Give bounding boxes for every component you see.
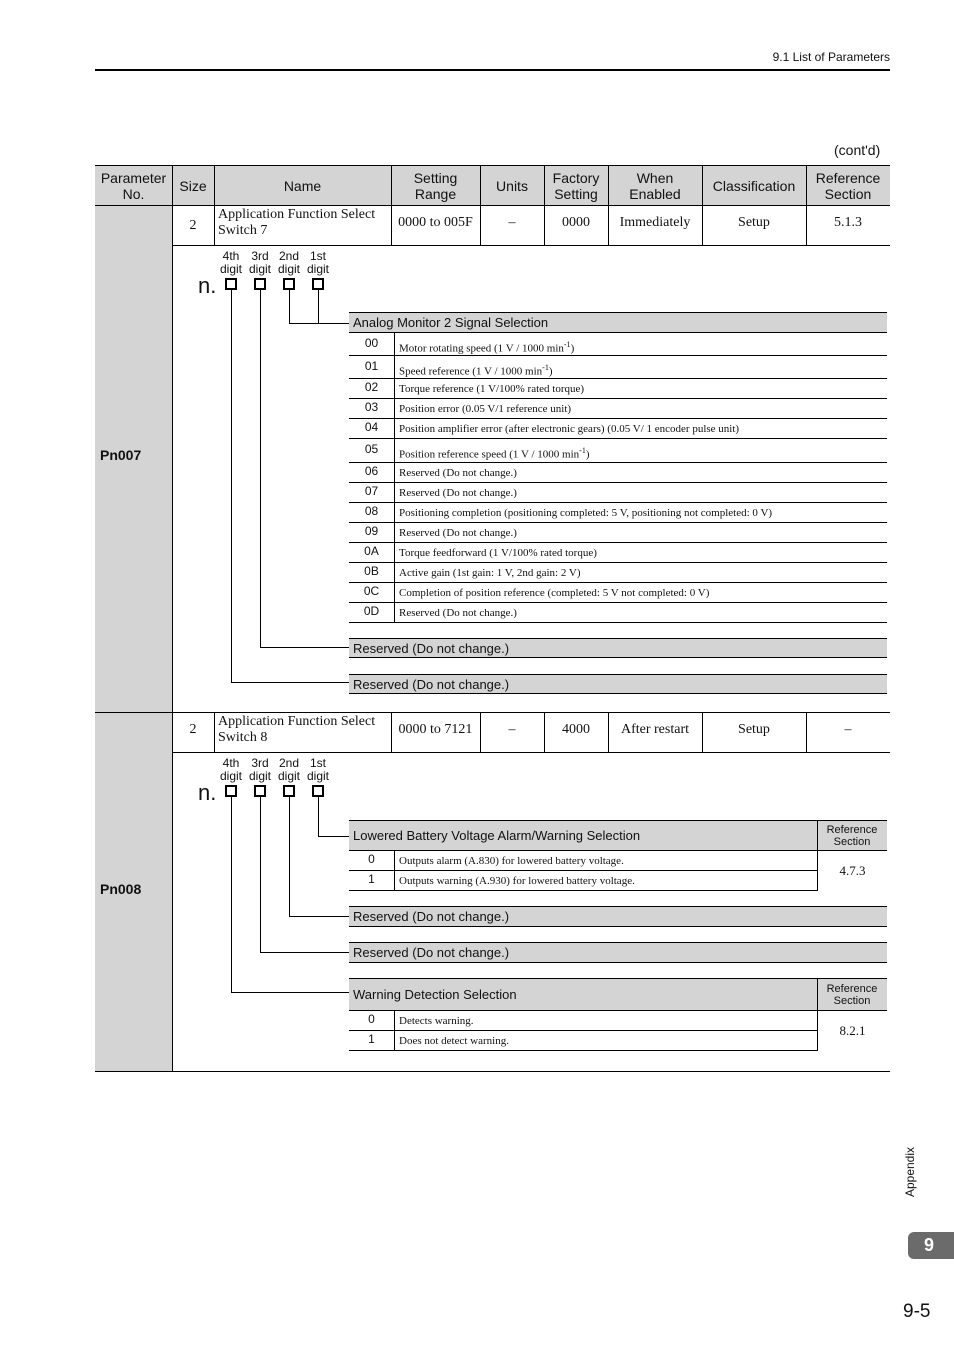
col-units: Units: [496, 177, 528, 194]
connector: [260, 797, 261, 953]
pn008-units: –: [508, 721, 516, 737]
pn007-digit-4th: 4th digit: [219, 249, 242, 276]
setting-description-text: Motor rotating speed (1 V / 1000 min: [399, 342, 564, 355]
pn008-classification: Setup: [738, 721, 770, 737]
pn008-d3-title: Reserved (Do not change.): [349, 942, 887, 963]
col-factory-setting: Factory Setting: [552, 169, 600, 202]
connector: [231, 682, 349, 683]
pn008-n-prefix: n.: [198, 780, 217, 805]
pn008-digit-2nd: 2nd digit: [277, 756, 300, 783]
pn007-d12-title: Analog Monitor 2 Signal Selection: [349, 312, 887, 333]
pn007-classification: Setup: [738, 214, 770, 230]
connector: [318, 836, 349, 837]
setting-row: [349, 483, 887, 503]
setting-description-text: Position reference speed (1 V / 1000 min: [399, 448, 580, 461]
setting-code: 0B: [349, 563, 395, 582]
connector: [260, 647, 349, 648]
setting-description-text: Outputs warning (A.930) for lowered battery voltage.: [399, 875, 635, 887]
setting-row: [349, 583, 887, 603]
setting-code: 00: [349, 333, 395, 355]
setting-row: [349, 399, 887, 419]
setting-code: 04: [349, 419, 395, 438]
param-col-divider: [172, 165, 173, 1071]
setting-row: [349, 503, 887, 523]
digit-box: [225, 278, 237, 290]
setting-description: [399, 851, 624, 870]
connector: [289, 916, 349, 917]
setting-description: [399, 1011, 474, 1030]
setting-description-text: Reserved (Do not change.): [399, 607, 517, 619]
setting-code: 08: [349, 503, 395, 522]
digit-box: [312, 785, 324, 797]
pn007-factory-setting: 0000: [562, 214, 590, 230]
pn008-setting-range: 0000 to 7121: [398, 721, 473, 737]
contd-label: (cont'd): [834, 142, 881, 158]
pn008-factory-setting: 4000: [562, 721, 590, 737]
setting-description-text: Position amplifier error (after electronic gears) (0.05 V/ 1 encoder pulse unit): [399, 423, 740, 435]
setting-row: [349, 379, 887, 399]
appendix-tab-label: Appendix: [903, 1146, 917, 1198]
digit-box: [254, 785, 266, 797]
pn008-d1-title: Lowered Battery Voltage Alarm/Warning Selection: [349, 820, 817, 851]
setting-description-text: Position error (0.05 V/1 reference unit): [399, 403, 572, 415]
setting-description-text: Positioning completion (positioning completed: 5 V, positioning not completed: 0 V): [399, 507, 773, 519]
digit-box: [283, 278, 295, 290]
setting-description-text: Completion of position reference (completed: 5 V not completed: 0 V): [399, 587, 710, 599]
section-header: 9.1 List of Parameters: [772, 50, 890, 64]
setting-row: [349, 851, 817, 871]
connector: [289, 323, 349, 324]
setting-code: 01: [349, 356, 395, 378]
setting-row: [349, 333, 887, 356]
pn007-param-id: Pn007: [100, 447, 142, 463]
setting-description: [399, 603, 517, 622]
connector: [318, 290, 319, 324]
setting-code: 03: [349, 399, 395, 418]
table-bottom-rule: [95, 1071, 890, 1072]
setting-row: [349, 439, 887, 463]
setting-description: [399, 419, 739, 438]
pn008-d4-ref-value: 8.2.1: [839, 1023, 866, 1038]
setting-description: [399, 563, 580, 582]
pn007-row-rule: [172, 245, 890, 246]
setting-code: 1: [349, 1031, 395, 1050]
setting-row: [349, 543, 887, 563]
setting-description: [399, 399, 571, 418]
col-reference-section: Reference Section: [815, 169, 881, 202]
setting-row: [349, 603, 887, 623]
setting-code: 05: [349, 439, 395, 462]
pn007-d4-title: Reserved (Do not change.): [349, 674, 887, 694]
setting-description-text: Torque feedforward (1 V/100% rated torque): [399, 547, 597, 559]
page-number: 9-5: [903, 1301, 931, 1322]
connector: [231, 797, 232, 993]
setting-description: [399, 871, 635, 890]
setting-description-text: Speed reference (1 V / 1000 min: [399, 365, 543, 378]
pn007-n-prefix: n.: [198, 273, 217, 298]
setting-description-text: Reserved (Do not change.): [399, 487, 517, 499]
setting-description: [399, 333, 574, 355]
col-name: Name: [283, 177, 322, 194]
setting-code: 06: [349, 463, 395, 482]
pn007-digit-2nd: 2nd digit: [277, 249, 300, 276]
connector: [318, 797, 319, 837]
col-divider: [214, 712, 215, 752]
unit-exponent: -1: [563, 340, 571, 349]
setting-code: 1: [349, 871, 395, 890]
setting-description-tail: ): [570, 342, 575, 355]
connector: [260, 290, 261, 648]
setting-description-text: Reserved (Do not change.): [399, 527, 517, 539]
setting-description-text: Outputs alarm (A.830) for lowered battery voltage.: [399, 855, 624, 867]
pn007-name: Application Function Select Switch 7: [218, 207, 376, 238]
col-divider: [214, 165, 215, 245]
setting-row: [349, 563, 887, 583]
pn007-when-enabled: Immediately: [619, 214, 691, 230]
setting-code: 0D: [349, 603, 395, 622]
pn008-digit-1st: 1st digit: [306, 756, 329, 783]
pn007-reference: 5.1.3: [834, 214, 862, 230]
setting-code: 0: [349, 1011, 395, 1030]
setting-description-text: Torque reference (1 V/100% rated torque): [399, 383, 585, 395]
pn007-digit-1st: 1st digit: [306, 249, 329, 276]
pn008-d4-title: Warning Detection Selection: [349, 978, 817, 1011]
pn008-d1-ref-value: 4.7.3: [839, 863, 866, 878]
setting-description-tail: ): [585, 448, 590, 461]
header-rule: [95, 69, 890, 71]
pn008-reference: –: [844, 721, 852, 737]
setting-description-text: Does not detect warning.: [399, 1035, 509, 1047]
setting-description: [399, 583, 709, 602]
setting-description: [399, 1031, 509, 1050]
connector: [231, 992, 349, 993]
setting-code: 09: [349, 523, 395, 542]
pn008-digit-3rd: 3rd digit: [248, 756, 271, 783]
pn008-d2-title: Reserved (Do not change.): [349, 906, 887, 927]
digit-box: [254, 278, 266, 290]
setting-description-tail: ): [548, 365, 553, 378]
setting-description-text: Active gain (1st gain: 1 V, 2nd gain: 2 V): [399, 567, 581, 579]
setting-row: [349, 356, 887, 379]
digit-box: [312, 278, 324, 290]
pn008-d4-ref-label: Reference Section: [826, 982, 878, 1007]
setting-description: [399, 356, 553, 378]
connector: [289, 290, 290, 324]
setting-code: 07: [349, 483, 395, 502]
pn007-digit-3rd: 3rd digit: [248, 249, 271, 276]
unit-exponent: -1: [579, 446, 586, 455]
pn008-param-id: Pn008: [100, 881, 142, 897]
setting-code: 02: [349, 379, 395, 398]
setting-code: 0: [349, 851, 395, 870]
digit-box: [225, 785, 237, 797]
setting-row: [349, 1031, 817, 1051]
setting-description: [399, 543, 597, 562]
setting-row: [349, 523, 887, 543]
setting-code: 0A: [349, 543, 395, 562]
setting-description: [399, 439, 590, 462]
setting-row: [349, 871, 817, 891]
pn008-d1-ref-label: Reference Section: [826, 823, 878, 848]
pn008-row-rule: [172, 752, 890, 753]
setting-code: 0C: [349, 583, 395, 602]
pn007-d3-title: Reserved (Do not change.): [349, 638, 887, 658]
connector: [231, 290, 232, 683]
pn008-size: 2: [189, 722, 197, 737]
connector: [260, 952, 349, 953]
setting-description: [399, 503, 772, 522]
setting-row: [349, 463, 887, 483]
pn008-when-enabled: After restart: [620, 721, 690, 737]
unit-exponent: -1: [542, 363, 549, 372]
setting-description-text: Detects warning.: [399, 1015, 474, 1027]
setting-description: [399, 523, 517, 542]
digit-box: [283, 785, 295, 797]
setting-description: [399, 483, 517, 502]
col-classification: Classification: [712, 177, 796, 194]
col-param-no: Parameter No.: [100, 169, 167, 202]
col-when-enabled: When Enabled: [629, 169, 681, 202]
setting-description: [399, 463, 517, 482]
chapter-number: 9: [923, 1235, 934, 1255]
setting-row: [349, 419, 887, 439]
setting-row: [349, 1011, 817, 1031]
col-setting-range: Setting Range: [413, 169, 458, 202]
col-size: Size: [179, 177, 207, 194]
pn008-name: Application Function Select Switch 8: [218, 714, 376, 745]
pn007-setting-range: 0000 to 005F: [398, 214, 473, 230]
connector: [289, 797, 290, 917]
setting-description: [399, 379, 584, 398]
pn007-units: –: [508, 214, 516, 230]
setting-description-text: Reserved (Do not change.): [399, 467, 517, 479]
pn008-digit-4th: 4th digit: [219, 756, 242, 783]
pn007-size: 2: [189, 217, 197, 233]
